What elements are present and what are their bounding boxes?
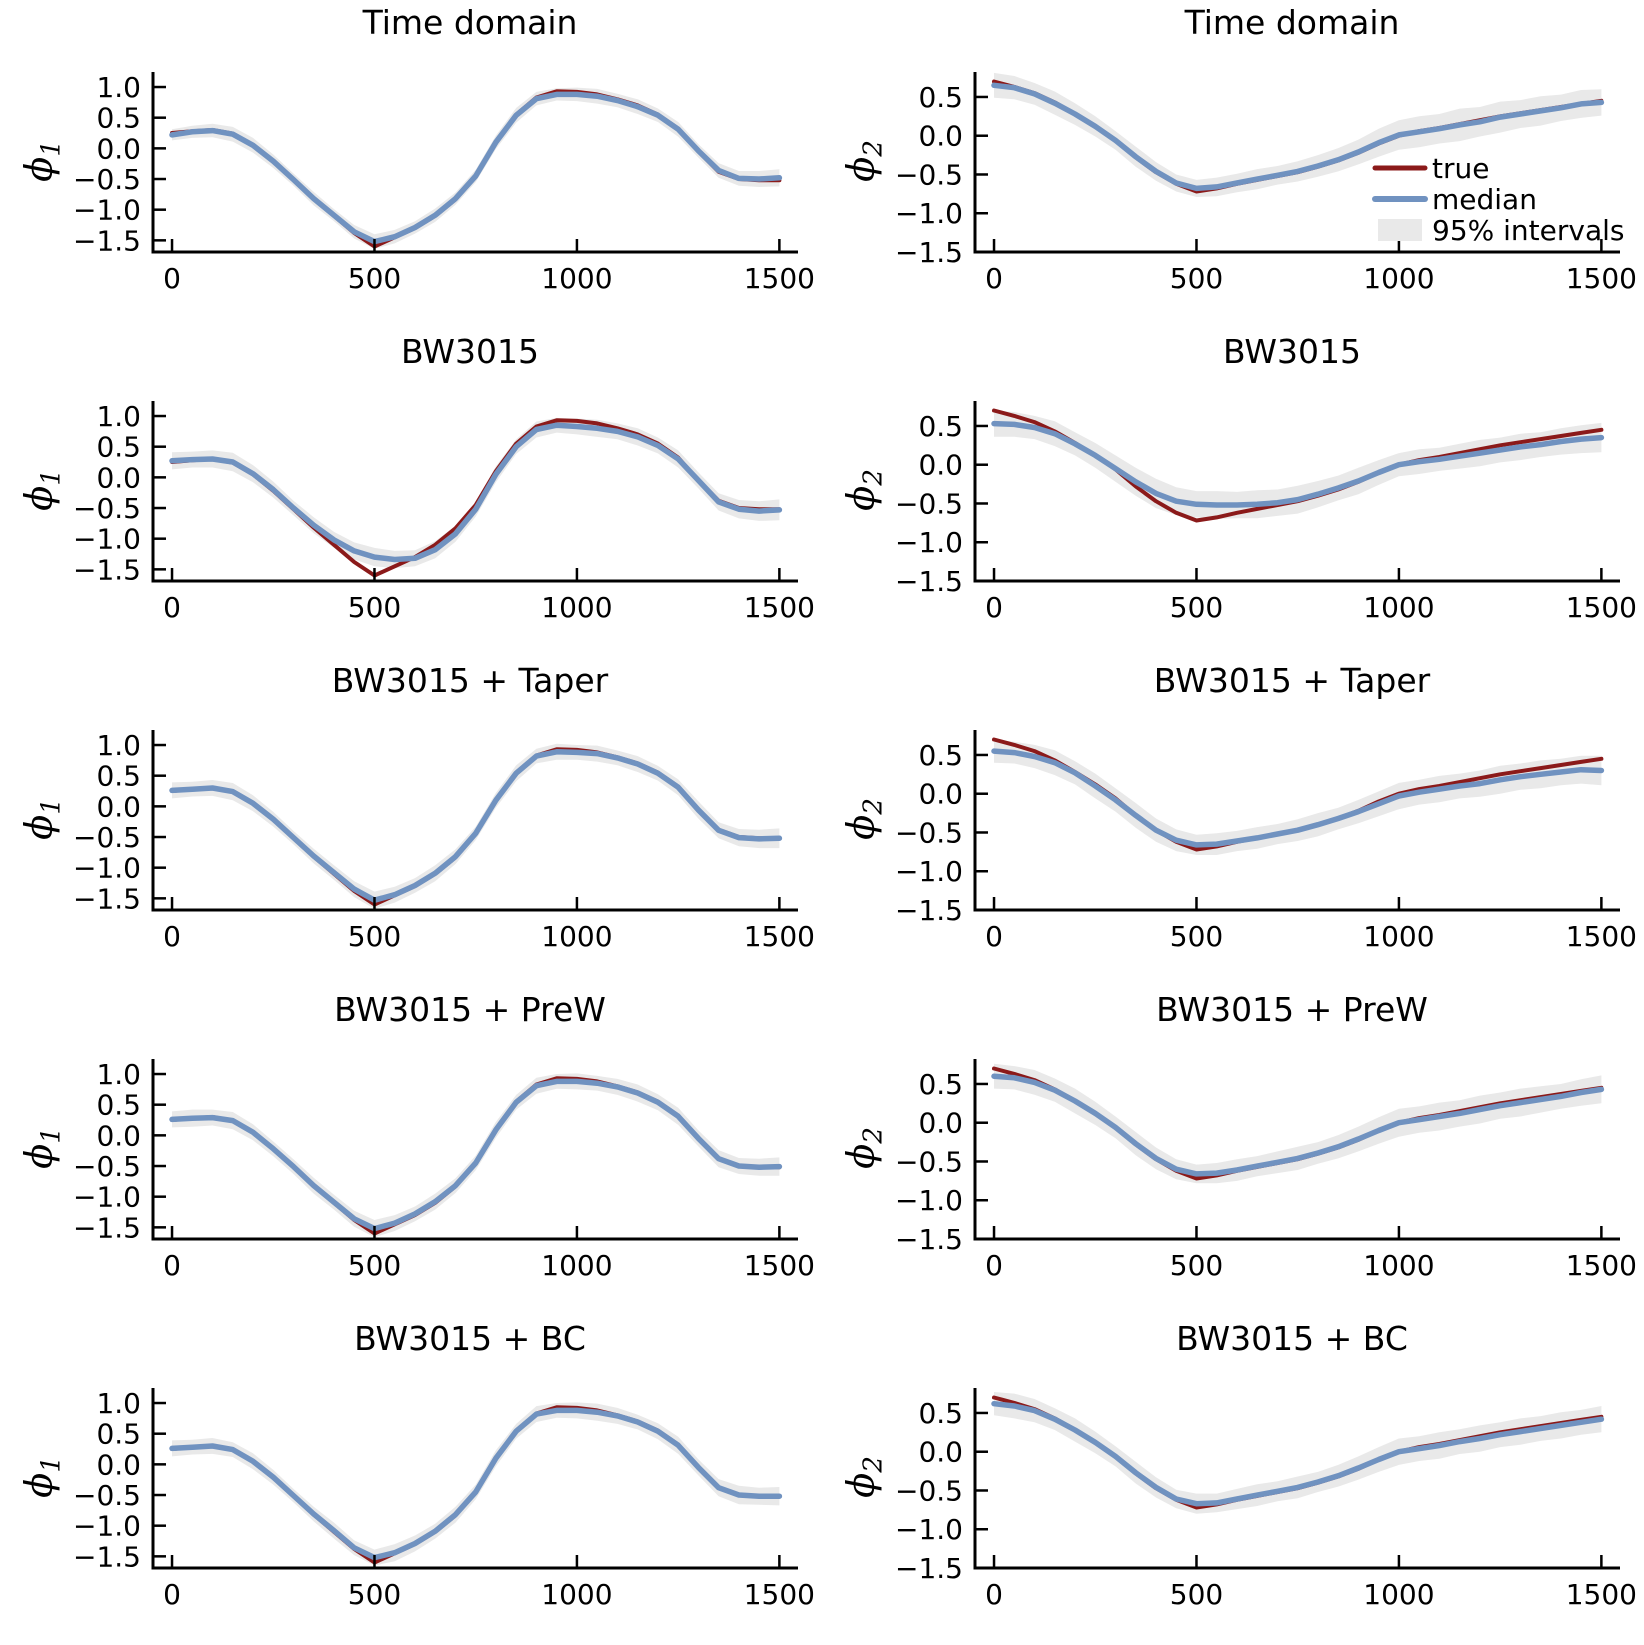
subplot-bw3015-bc-phi1 <box>0 1316 822 1645</box>
y-tick-label: 0.5 <box>96 1088 141 1122</box>
plot-area <box>0 0 822 329</box>
ylabel-symbol: ϕ <box>17 156 61 182</box>
confidence-band <box>172 1402 779 1565</box>
x-tick-label: 0 <box>985 591 1003 624</box>
y-tick-label: −1.5 <box>73 1211 141 1245</box>
y-tick-label: 0.5 <box>96 1417 141 1451</box>
legend-band-swatch <box>1378 219 1422 241</box>
y-axis-label <box>839 1127 888 1169</box>
subplot-bw3015-taper-phi1 <box>0 658 822 987</box>
y-tick-label: −0.5 <box>73 1150 141 1184</box>
x-tick-label: 1500 <box>743 262 816 295</box>
x-tick-label: 1500 <box>1565 591 1638 624</box>
ylabel-subscript: 1 <box>36 798 67 815</box>
y-axis-label <box>17 1456 66 1498</box>
x-tick-label: 0 <box>163 262 181 295</box>
ylabel-symbol: ϕ <box>839 1472 883 1498</box>
x-tick-label: 500 <box>1169 920 1224 953</box>
y-tick-label: −1.0 <box>895 197 963 231</box>
y-tick-label: 1.0 <box>96 400 141 434</box>
y-tick-label: 0.0 <box>96 461 141 495</box>
y-tick-label: −1.0 <box>73 193 141 227</box>
subplot-title: BW3015 + BC <box>1176 1319 1408 1358</box>
plot-area <box>0 1316 822 1645</box>
y-tick-label: −0.5 <box>73 1479 141 1513</box>
x-tick-label: 500 <box>1169 262 1224 295</box>
y-tick-label: 0.5 <box>918 738 963 772</box>
y-tick-label: −1.5 <box>73 882 141 916</box>
y-tick-label: 1.0 <box>96 71 141 105</box>
ylabel-symbol: ϕ <box>17 1143 61 1169</box>
y-tick-label: −1.0 <box>73 1180 141 1214</box>
subplot-title: BW3015 + Taper <box>331 661 609 700</box>
x-tick-label: 1000 <box>1363 920 1435 953</box>
confidence-band <box>994 1392 1601 1514</box>
ylabel-subscript: 1 <box>36 469 67 486</box>
y-tick-label: −1.5 <box>73 224 141 258</box>
y-tick-label: −1.5 <box>895 1552 963 1585</box>
subplot-title: Time domain <box>362 3 578 42</box>
x-tick-label: 500 <box>347 262 402 295</box>
y-tick-label: 0.0 <box>918 1435 963 1469</box>
ylabel-subscript: 1 <box>36 1127 67 1144</box>
x-tick-label: 0 <box>163 591 181 624</box>
y-tick-label: 0.0 <box>918 448 963 482</box>
ylabel-subscript: 1 <box>36 140 67 157</box>
y-tick-label: 0.5 <box>918 1067 963 1101</box>
y-tick-label: 0.0 <box>918 119 963 153</box>
y-tick-label: −1.0 <box>895 1184 963 1218</box>
y-tick-label: 0.5 <box>96 430 141 464</box>
plot-area <box>822 658 1644 987</box>
median-line <box>172 94 779 241</box>
y-tick-label: 1.0 <box>96 1058 141 1092</box>
y-tick-label: −1.5 <box>73 1540 141 1574</box>
x-tick-label: 1500 <box>743 1249 816 1282</box>
ylabel-subscript: 2 <box>858 798 889 815</box>
y-axis-label <box>17 140 66 182</box>
x-tick-label: 1000 <box>1363 1578 1435 1611</box>
y-axis-label <box>839 140 888 182</box>
plot-area <box>0 658 822 987</box>
y-tick-label: −0.5 <box>895 487 963 521</box>
y-tick-label: −1.0 <box>895 1513 963 1547</box>
y-tick-label: 0.0 <box>96 1119 141 1153</box>
subplot-bw3015-prew-phi1 <box>0 987 822 1316</box>
y-tick-label: −0.5 <box>73 821 141 855</box>
y-tick-label: −0.5 <box>73 163 141 197</box>
ylabel-subscript: 2 <box>858 469 889 486</box>
plot-area <box>0 987 822 1316</box>
legend-median-label: median <box>1432 183 1537 216</box>
x-tick-label: 1000 <box>541 591 613 624</box>
ylabel-symbol: ϕ <box>839 156 883 182</box>
subplot-title: BW3015 + PreW <box>334 990 606 1029</box>
y-tick-label: 0.0 <box>918 1106 963 1140</box>
ylabel-subscript: 2 <box>858 1127 889 1144</box>
y-tick-label: −1.0 <box>73 522 141 556</box>
x-tick-label: 500 <box>347 591 402 624</box>
x-tick-label: 1000 <box>541 920 613 953</box>
x-tick-label: 1500 <box>1565 1578 1638 1611</box>
x-tick-label: 1000 <box>541 262 613 295</box>
y-tick-label: −0.5 <box>73 492 141 526</box>
true-line <box>172 91 779 246</box>
legend-true-label: true <box>1432 152 1490 185</box>
confidence-band <box>172 418 779 568</box>
median-line <box>172 752 779 900</box>
x-tick-label: 1500 <box>743 1578 816 1611</box>
ylabel-symbol: ϕ <box>839 814 883 840</box>
y-tick-label: −1.0 <box>73 1509 141 1543</box>
x-tick-label: 1500 <box>1565 920 1638 953</box>
median-line <box>172 425 779 559</box>
subplot-time-domain-phi1 <box>0 0 822 329</box>
confidence-band <box>994 740 1601 856</box>
x-tick-label: 1500 <box>1565 262 1638 295</box>
x-tick-label: 500 <box>347 1578 402 1611</box>
y-axis-label <box>17 1127 66 1169</box>
plot-area <box>0 329 822 658</box>
confidence-band <box>172 88 779 249</box>
ylabel-symbol: ϕ <box>17 1472 61 1498</box>
subplot-title: Time domain <box>1184 3 1400 42</box>
x-tick-label: 1000 <box>1363 591 1435 624</box>
x-tick-label: 0 <box>163 920 181 953</box>
y-tick-label: 0.5 <box>96 759 141 793</box>
ylabel-symbol: ϕ <box>839 1143 883 1169</box>
y-axis-label <box>839 798 888 840</box>
median-line <box>994 85 1601 188</box>
x-tick-label: 1000 <box>1363 262 1435 295</box>
confidence-band <box>994 1064 1601 1183</box>
legend-band-label: 95% intervals <box>1432 214 1625 247</box>
plot-area <box>822 0 1644 329</box>
subplot-bw3015-taper-phi2 <box>822 658 1644 987</box>
x-tick-label: 1500 <box>743 920 816 953</box>
y-tick-label: 0.0 <box>96 1448 141 1482</box>
ylabel-symbol: ϕ <box>17 814 61 840</box>
subplot-bw3015-prew-phi2 <box>822 987 1644 1316</box>
y-tick-label: 0.0 <box>96 790 141 824</box>
x-tick-label: 0 <box>985 1578 1003 1611</box>
plot-area <box>822 987 1644 1316</box>
subplot-bw3015-phi2 <box>822 329 1644 658</box>
subplot-bw3015-phi1 <box>0 329 822 658</box>
y-tick-label: 0.5 <box>918 409 963 443</box>
y-axis-label <box>17 469 66 511</box>
y-tick-label: 0.5 <box>918 80 963 114</box>
ylabel-symbol: ϕ <box>839 485 883 511</box>
y-tick-label: −1.5 <box>895 236 963 269</box>
x-tick-label: 0 <box>163 1578 181 1611</box>
y-tick-label: 0.5 <box>918 1396 963 1430</box>
y-tick-label: −1.5 <box>73 553 141 587</box>
x-tick-label: 1500 <box>1565 1249 1638 1282</box>
subplot-title: BW3015 + BC <box>354 1319 586 1358</box>
subplot-title: BW3015 + Taper <box>1153 661 1431 700</box>
x-tick-label: 0 <box>985 1249 1003 1282</box>
subplot-title: BW3015 + PreW <box>1156 990 1428 1029</box>
x-tick-label: 0 <box>985 262 1003 295</box>
y-tick-label: −1.5 <box>895 1223 963 1256</box>
x-tick-label: 500 <box>1169 591 1224 624</box>
ylabel-subscript: 2 <box>858 140 889 157</box>
y-axis-label <box>839 469 888 511</box>
subplot-title: BW3015 <box>400 332 540 371</box>
subplot-bw3015-bc-phi2 <box>822 1316 1644 1645</box>
y-tick-label: 0.5 <box>96 101 141 135</box>
confidence-band <box>172 744 779 909</box>
y-tick-label: −0.5 <box>895 158 963 192</box>
ylabel-subscript: 2 <box>858 1456 889 1473</box>
plot-area <box>822 1316 1644 1645</box>
y-tick-label: 1.0 <box>96 1387 141 1421</box>
ylabel-symbol: ϕ <box>17 485 61 511</box>
y-tick-label: −0.5 <box>895 816 963 850</box>
x-tick-label: 1000 <box>1363 1249 1435 1282</box>
y-tick-label: −0.5 <box>895 1474 963 1508</box>
x-tick-label: 500 <box>1169 1249 1224 1282</box>
y-tick-label: 1.0 <box>96 729 141 763</box>
x-tick-label: 1500 <box>743 591 816 624</box>
ylabel-subscript: 1 <box>36 1456 67 1473</box>
y-axis-label <box>839 1456 888 1498</box>
y-tick-label: 0.0 <box>96 132 141 166</box>
x-tick-label: 500 <box>1169 1578 1224 1611</box>
subplot-title: BW3015 <box>1222 332 1362 371</box>
x-tick-label: 0 <box>163 1249 181 1282</box>
x-tick-label: 500 <box>347 1249 402 1282</box>
y-tick-label: −1.0 <box>895 855 963 889</box>
y-tick-label: −1.0 <box>895 526 963 560</box>
true-line <box>172 420 779 575</box>
subplot-time-domain-phi2 <box>822 0 1644 329</box>
y-tick-label: −1.5 <box>895 565 963 598</box>
x-tick-label: 500 <box>347 920 402 953</box>
median-line <box>172 1081 779 1228</box>
confidence-band <box>994 73 1601 197</box>
x-tick-label: 1000 <box>541 1578 613 1611</box>
y-axis-label <box>17 798 66 840</box>
y-tick-label: −1.5 <box>895 894 963 927</box>
plot-area <box>822 329 1644 658</box>
median-line <box>994 1404 1601 1504</box>
y-tick-label: 0.0 <box>918 777 963 811</box>
x-tick-label: 1000 <box>541 1249 613 1282</box>
confidence-band <box>172 1073 779 1237</box>
median-line <box>172 1410 779 1557</box>
y-tick-label: −0.5 <box>895 1145 963 1179</box>
y-tick-label: −1.0 <box>73 851 141 885</box>
x-tick-label: 0 <box>985 920 1003 953</box>
